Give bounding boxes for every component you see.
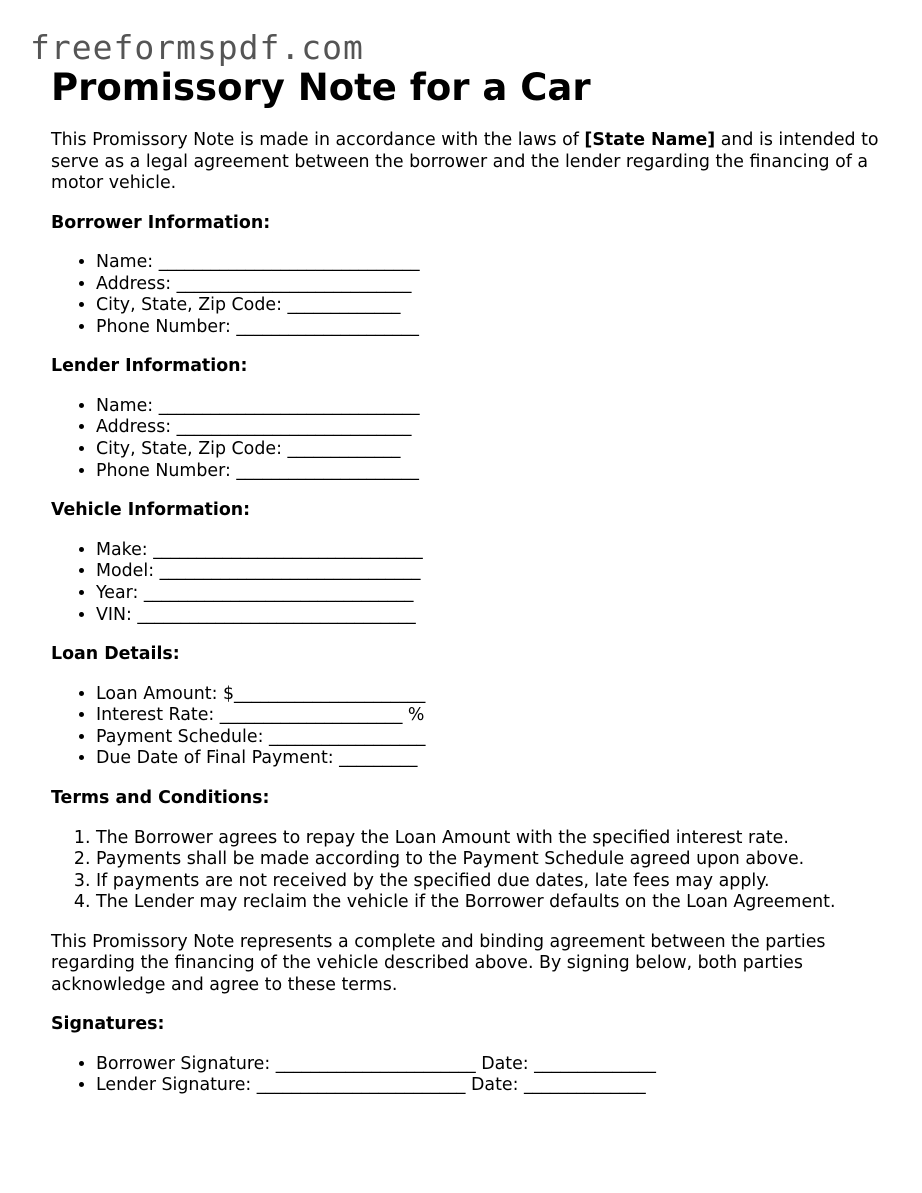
intro-text-before: This Promissory Note is made in accordance with the laws of <box>51 130 585 150</box>
lender-name-field: • Name: ______________________________ <box>96 396 891 418</box>
state-name-placeholder: [State Name] <box>584 130 716 150</box>
loan-amount-field: • Loan Amount: $______________________ <box>96 684 891 706</box>
lender-list <box>51 396 891 482</box>
vehicle-make-field: • Make: _______________________________ <box>96 540 891 562</box>
loan-list <box>51 684 891 770</box>
loan-heading: Loan Details: <box>51 644 180 665</box>
term-item: 1. The Borrower agrees to repay the Loan Amount with the specified interest rate. <box>96 828 891 850</box>
terms-list <box>51 828 891 914</box>
closing-paragraph: This Promissory Note represents a complete and binding agreement between the parties regarding the financing of the vehicle described above. By signing below, both parties acknowledge and agree to these terms. <box>51 931 826 995</box>
vehicle-vin-field: • VIN: ________________________________ <box>96 605 891 627</box>
term-item: 4. The Lender may reclaim the vehicle if the Borrower defaults on the Loan Agreement. <box>96 892 891 914</box>
lender-city-state-zip-field: • City, State, Zip Code: _____________ <box>96 439 891 461</box>
lender-phone-field: • Phone Number: _____________________ <box>96 461 891 483</box>
vehicle-year-field: • Year: _______________________________ <box>96 583 891 605</box>
payment-schedule-field: • Payment Schedule: __________________ <box>96 727 891 749</box>
lender-heading: Lender Information: <box>51 356 248 377</box>
borrower-address-field: • Address: ___________________________ <box>96 274 891 296</box>
term-item: 2. Payments shall be made according to the Payment Schedule agreed upon above. <box>96 849 891 871</box>
vehicle-model-field: • Model: ______________________________ <box>96 561 891 583</box>
borrower-city-state-zip-field: • City, State, Zip Code: _____________ <box>96 295 891 317</box>
lender-address-field: • Address: ___________________________ <box>96 417 891 439</box>
signatures-heading: Signatures: <box>51 1014 165 1035</box>
intro-text-after: and is intended to serve as a legal agreement between the borrower and the lender regarding the financing of a motor vehicle. <box>51 130 879 193</box>
borrower-name-field: • Name: ______________________________ <box>96 252 891 274</box>
vehicle-heading: Vehicle Information: <box>51 500 251 521</box>
terms-heading: Terms and Conditions: <box>51 788 270 808</box>
borrower-signature-field: • Borrower Signature: _______________________ Date: ______________ <box>96 1054 891 1076</box>
borrower-list <box>51 252 891 338</box>
vehicle-list <box>51 540 891 626</box>
document-page <box>51 66 891 1115</box>
watermark: freeformspdf.com <box>30 28 364 67</box>
interest-rate-field: • Interest Rate: _____________________ % <box>96 705 891 727</box>
borrower-heading: Borrower Information: <box>51 212 271 233</box>
document-title: Promissory Note for a Car <box>51 66 591 109</box>
lender-signature-field: • Lender Signature: ________________________ Date: ______________ <box>96 1075 891 1097</box>
borrower-phone-field: • Phone Number: _____________________ <box>96 317 891 339</box>
intro-paragraph <box>51 130 891 195</box>
term-item: 3. If payments are not received by the specified due dates, late fees may apply. <box>96 871 891 893</box>
signatures-list <box>51 1054 891 1097</box>
final-payment-date-field: • Due Date of Final Payment: _________ <box>96 748 891 770</box>
